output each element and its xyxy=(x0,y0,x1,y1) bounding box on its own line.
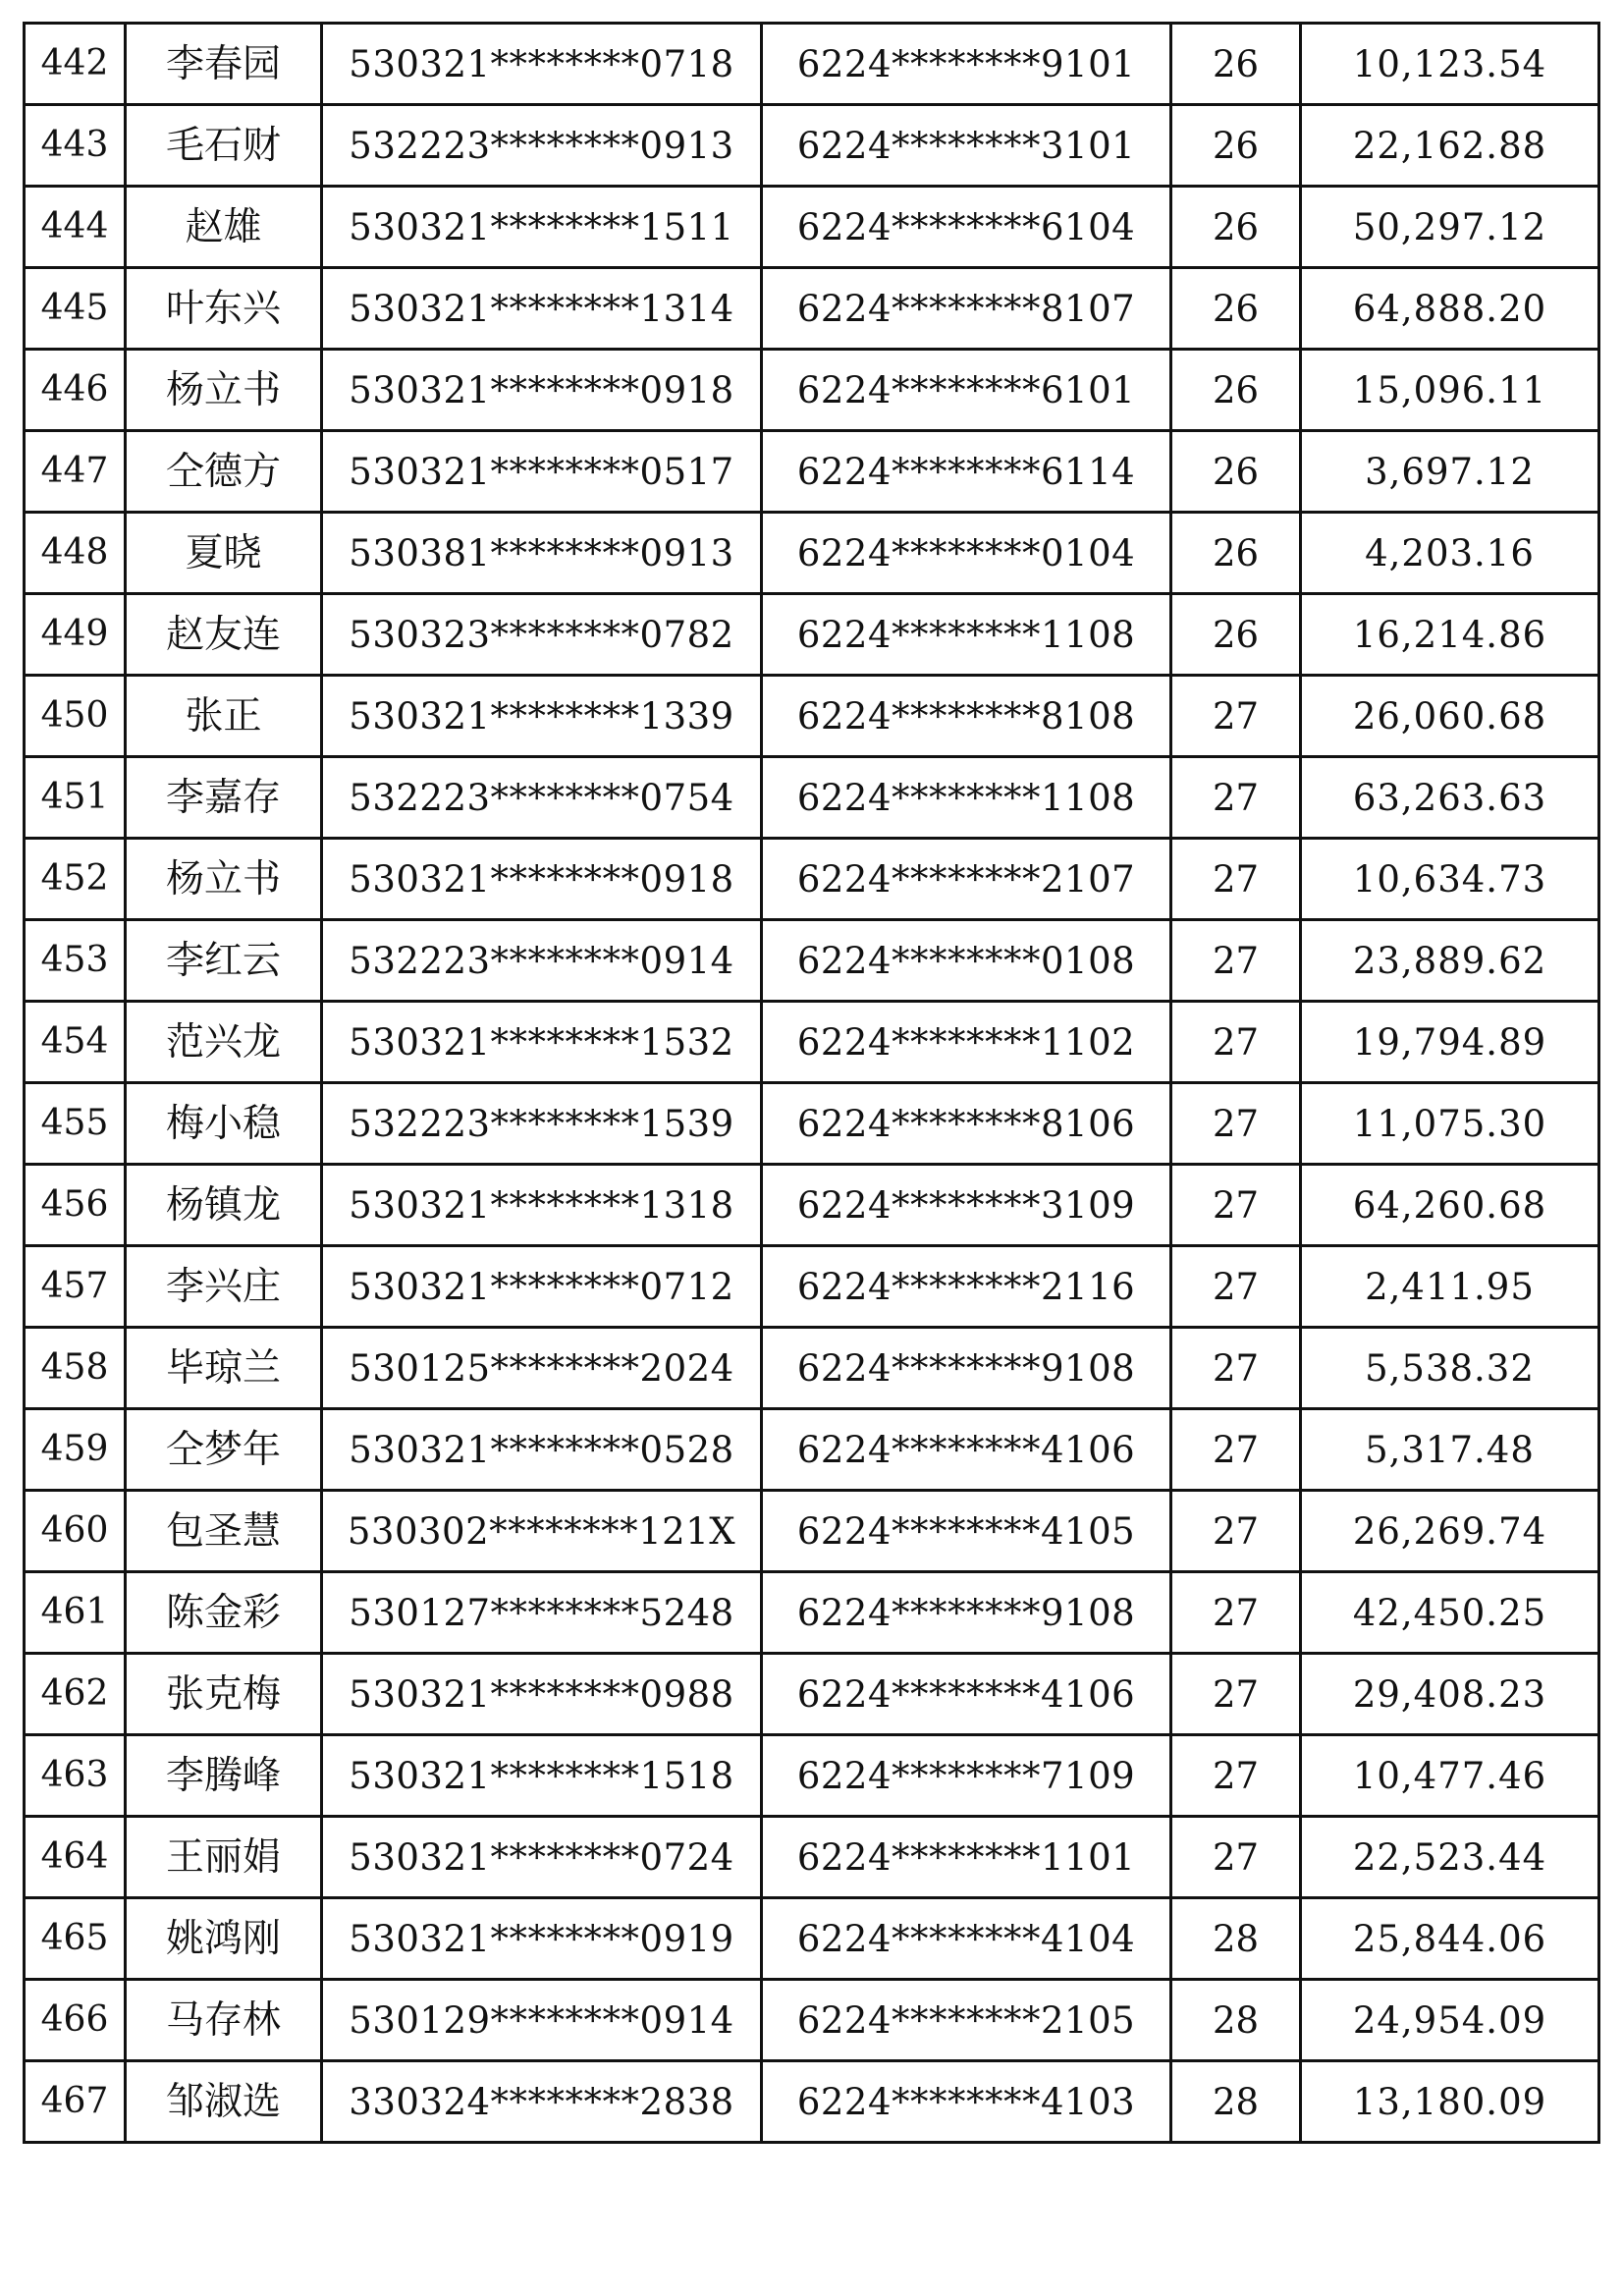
card-number-cell: 6224********7109 xyxy=(762,1735,1171,1817)
document-table-container xyxy=(23,22,1600,2144)
card-number-cell: 6224********9101 xyxy=(762,24,1171,105)
count-cell: 27 xyxy=(1171,676,1301,757)
amount-cell: 10,123.54 xyxy=(1301,24,1599,105)
name-cell: 毛石财 xyxy=(126,105,322,187)
amount-cell: 64,260.68 xyxy=(1301,1165,1599,1246)
card-number-cell: 6224********3109 xyxy=(762,1165,1171,1246)
row-number-cell: 452 xyxy=(25,839,126,920)
table-row xyxy=(25,24,1599,105)
amount-cell: 23,889.62 xyxy=(1301,920,1599,1002)
card-number-cell: 6224********0104 xyxy=(762,513,1171,594)
row-number-cell: 457 xyxy=(25,1246,126,1328)
row-number-cell: 465 xyxy=(25,1898,126,1980)
card-number-cell: 6224********4106 xyxy=(762,1654,1171,1735)
id-number-cell: 530321********0918 xyxy=(322,350,762,431)
name-cell: 邹淑选 xyxy=(126,2061,322,2143)
table-row xyxy=(25,1898,1599,1980)
name-cell: 仝梦年 xyxy=(126,1409,322,1491)
id-number-cell: 530321********1518 xyxy=(322,1735,762,1817)
count-cell: 27 xyxy=(1171,1491,1301,1572)
row-number-cell: 447 xyxy=(25,431,126,513)
card-number-cell: 6224********2107 xyxy=(762,839,1171,920)
card-number-cell: 6224********4105 xyxy=(762,1491,1171,1572)
name-cell: 梅小稳 xyxy=(126,1083,322,1165)
row-number-cell: 445 xyxy=(25,268,126,350)
id-number-cell: 530127********5248 xyxy=(322,1572,762,1654)
name-cell: 李兴庄 xyxy=(126,1246,322,1328)
amount-cell: 5,317.48 xyxy=(1301,1409,1599,1491)
card-number-cell: 6224********4106 xyxy=(762,1409,1171,1491)
row-number-cell: 456 xyxy=(25,1165,126,1246)
name-cell: 张正 xyxy=(126,676,322,757)
id-number-cell: 530321********1318 xyxy=(322,1165,762,1246)
id-number-cell: 530323********0782 xyxy=(322,594,762,676)
count-cell: 27 xyxy=(1171,1246,1301,1328)
count-cell: 28 xyxy=(1171,1980,1301,2061)
amount-cell: 50,297.12 xyxy=(1301,187,1599,268)
amount-cell: 63,263.63 xyxy=(1301,757,1599,839)
card-number-cell: 6224********2105 xyxy=(762,1980,1171,2061)
id-number-cell: 530321********0718 xyxy=(322,24,762,105)
card-number-cell: 6224********4104 xyxy=(762,1898,1171,1980)
amount-cell: 29,408.23 xyxy=(1301,1654,1599,1735)
row-number-cell: 463 xyxy=(25,1735,126,1817)
count-cell: 26 xyxy=(1171,594,1301,676)
count-cell: 28 xyxy=(1171,2061,1301,2143)
row-number-cell: 448 xyxy=(25,513,126,594)
row-number-cell: 462 xyxy=(25,1654,126,1735)
amount-cell: 42,450.25 xyxy=(1301,1572,1599,1654)
name-cell: 李腾峰 xyxy=(126,1735,322,1817)
id-number-cell: 530321********1511 xyxy=(322,187,762,268)
card-number-cell: 6224********1102 xyxy=(762,1002,1171,1083)
table-row xyxy=(25,1654,1599,1735)
amount-cell: 4,203.16 xyxy=(1301,513,1599,594)
table-row xyxy=(25,1328,1599,1409)
count-cell: 28 xyxy=(1171,1898,1301,1980)
count-cell: 27 xyxy=(1171,920,1301,1002)
id-number-cell: 530129********0914 xyxy=(322,1980,762,2061)
count-cell: 27 xyxy=(1171,1572,1301,1654)
table-row xyxy=(25,594,1599,676)
name-cell: 姚鸿刚 xyxy=(126,1898,322,1980)
row-number-cell: 450 xyxy=(25,676,126,757)
table-row xyxy=(25,431,1599,513)
id-number-cell: 530321********0528 xyxy=(322,1409,762,1491)
table-row xyxy=(25,920,1599,1002)
name-cell: 夏晓 xyxy=(126,513,322,594)
table-row xyxy=(25,1817,1599,1898)
id-number-cell: 532223********1539 xyxy=(322,1083,762,1165)
name-cell: 赵友连 xyxy=(126,594,322,676)
card-number-cell: 6224********1108 xyxy=(762,757,1171,839)
name-cell: 杨镇龙 xyxy=(126,1165,322,1246)
row-number-cell: 458 xyxy=(25,1328,126,1409)
row-number-cell: 467 xyxy=(25,2061,126,2143)
id-number-cell: 530321********1339 xyxy=(322,676,762,757)
id-number-cell: 530321********0712 xyxy=(322,1246,762,1328)
table-row xyxy=(25,1409,1599,1491)
count-cell: 27 xyxy=(1171,1409,1301,1491)
card-number-cell: 6224********8106 xyxy=(762,1083,1171,1165)
amount-cell: 5,538.32 xyxy=(1301,1328,1599,1409)
card-number-cell: 6224********8107 xyxy=(762,268,1171,350)
name-cell: 毕琼兰 xyxy=(126,1328,322,1409)
card-number-cell: 6224********0108 xyxy=(762,920,1171,1002)
id-number-cell: 530321********1532 xyxy=(322,1002,762,1083)
count-cell: 27 xyxy=(1171,839,1301,920)
table-row xyxy=(25,1002,1599,1083)
table-row xyxy=(25,839,1599,920)
card-number-cell: 6224********9108 xyxy=(762,1328,1171,1409)
row-number-cell: 446 xyxy=(25,350,126,431)
amount-cell: 3,697.12 xyxy=(1301,431,1599,513)
count-cell: 27 xyxy=(1171,1328,1301,1409)
amount-cell: 24,954.09 xyxy=(1301,1980,1599,2061)
row-number-cell: 459 xyxy=(25,1409,126,1491)
id-number-cell: 532223********0913 xyxy=(322,105,762,187)
row-number-cell: 460 xyxy=(25,1491,126,1572)
table-row xyxy=(25,513,1599,594)
name-cell: 王丽娟 xyxy=(126,1817,322,1898)
table-row xyxy=(25,676,1599,757)
amount-cell: 26,060.68 xyxy=(1301,676,1599,757)
name-cell: 李红云 xyxy=(126,920,322,1002)
count-cell: 26 xyxy=(1171,513,1301,594)
count-cell: 27 xyxy=(1171,1165,1301,1246)
table-row xyxy=(25,1165,1599,1246)
amount-cell: 19,794.89 xyxy=(1301,1002,1599,1083)
table-row xyxy=(25,1083,1599,1165)
count-cell: 27 xyxy=(1171,1735,1301,1817)
card-number-cell: 6224********1108 xyxy=(762,594,1171,676)
name-cell: 李嘉存 xyxy=(126,757,322,839)
name-cell: 杨立书 xyxy=(126,839,322,920)
table-row xyxy=(25,2061,1599,2143)
amount-cell: 10,477.46 xyxy=(1301,1735,1599,1817)
amount-cell: 26,269.74 xyxy=(1301,1491,1599,1572)
id-number-cell: 530321********0918 xyxy=(322,839,762,920)
id-number-cell: 530321********0724 xyxy=(322,1817,762,1898)
amount-cell: 2,411.95 xyxy=(1301,1246,1599,1328)
amount-cell: 15,096.11 xyxy=(1301,350,1599,431)
table-row xyxy=(25,1491,1599,1572)
count-cell: 26 xyxy=(1171,350,1301,431)
name-cell: 马存林 xyxy=(126,1980,322,2061)
recipient-table xyxy=(23,22,1600,2144)
count-cell: 27 xyxy=(1171,1083,1301,1165)
table-row xyxy=(25,757,1599,839)
row-number-cell: 454 xyxy=(25,1002,126,1083)
name-cell: 杨立书 xyxy=(126,350,322,431)
row-number-cell: 455 xyxy=(25,1083,126,1165)
table-row xyxy=(25,105,1599,187)
count-cell: 26 xyxy=(1171,431,1301,513)
card-number-cell: 6224********3101 xyxy=(762,105,1171,187)
card-number-cell: 6224********1101 xyxy=(762,1817,1171,1898)
table-row xyxy=(25,1572,1599,1654)
row-number-cell: 443 xyxy=(25,105,126,187)
count-cell: 26 xyxy=(1171,268,1301,350)
count-cell: 27 xyxy=(1171,1654,1301,1735)
id-number-cell: 530321********0988 xyxy=(322,1654,762,1735)
row-number-cell: 464 xyxy=(25,1817,126,1898)
name-cell: 仝德方 xyxy=(126,431,322,513)
card-number-cell: 6224********2116 xyxy=(762,1246,1171,1328)
row-number-cell: 449 xyxy=(25,594,126,676)
id-number-cell: 530321********1314 xyxy=(322,268,762,350)
id-number-cell: 530302********121X xyxy=(322,1491,762,1572)
table-row xyxy=(25,1735,1599,1817)
name-cell: 赵雄 xyxy=(126,187,322,268)
table-row xyxy=(25,268,1599,350)
row-number-cell: 461 xyxy=(25,1572,126,1654)
count-cell: 27 xyxy=(1171,1817,1301,1898)
count-cell: 27 xyxy=(1171,1002,1301,1083)
name-cell: 张克梅 xyxy=(126,1654,322,1735)
name-cell: 叶东兴 xyxy=(126,268,322,350)
table-row xyxy=(25,350,1599,431)
card-number-cell: 6224********6104 xyxy=(762,187,1171,268)
amount-cell: 11,075.30 xyxy=(1301,1083,1599,1165)
card-number-cell: 6224********6114 xyxy=(762,431,1171,513)
count-cell: 26 xyxy=(1171,24,1301,105)
card-number-cell: 6224********8108 xyxy=(762,676,1171,757)
count-cell: 26 xyxy=(1171,187,1301,268)
row-number-cell: 451 xyxy=(25,757,126,839)
name-cell: 包圣慧 xyxy=(126,1491,322,1572)
amount-cell: 25,844.06 xyxy=(1301,1898,1599,1980)
amount-cell: 22,523.44 xyxy=(1301,1817,1599,1898)
id-number-cell: 530321********0919 xyxy=(322,1898,762,1980)
name-cell: 范兴龙 xyxy=(126,1002,322,1083)
table-row xyxy=(25,1246,1599,1328)
table-body xyxy=(25,24,1599,2143)
card-number-cell: 6224********4103 xyxy=(762,2061,1171,2143)
id-number-cell: 532223********0914 xyxy=(322,920,762,1002)
id-number-cell: 530321********0517 xyxy=(322,431,762,513)
id-number-cell: 330324********2838 xyxy=(322,2061,762,2143)
id-number-cell: 530125********2024 xyxy=(322,1328,762,1409)
count-cell: 26 xyxy=(1171,105,1301,187)
amount-cell: 13,180.09 xyxy=(1301,2061,1599,2143)
count-cell: 27 xyxy=(1171,757,1301,839)
name-cell: 李春园 xyxy=(126,24,322,105)
card-number-cell: 6224********6101 xyxy=(762,350,1171,431)
amount-cell: 16,214.86 xyxy=(1301,594,1599,676)
id-number-cell: 532223********0754 xyxy=(322,757,762,839)
amount-cell: 22,162.88 xyxy=(1301,105,1599,187)
amount-cell: 10,634.73 xyxy=(1301,839,1599,920)
id-number-cell: 530381********0913 xyxy=(322,513,762,594)
table-row xyxy=(25,1980,1599,2061)
amount-cell: 64,888.20 xyxy=(1301,268,1599,350)
table-row xyxy=(25,187,1599,268)
name-cell: 陈金彩 xyxy=(126,1572,322,1654)
card-number-cell: 6224********9108 xyxy=(762,1572,1171,1654)
row-number-cell: 453 xyxy=(25,920,126,1002)
row-number-cell: 466 xyxy=(25,1980,126,2061)
row-number-cell: 442 xyxy=(25,24,126,105)
row-number-cell: 444 xyxy=(25,187,126,268)
